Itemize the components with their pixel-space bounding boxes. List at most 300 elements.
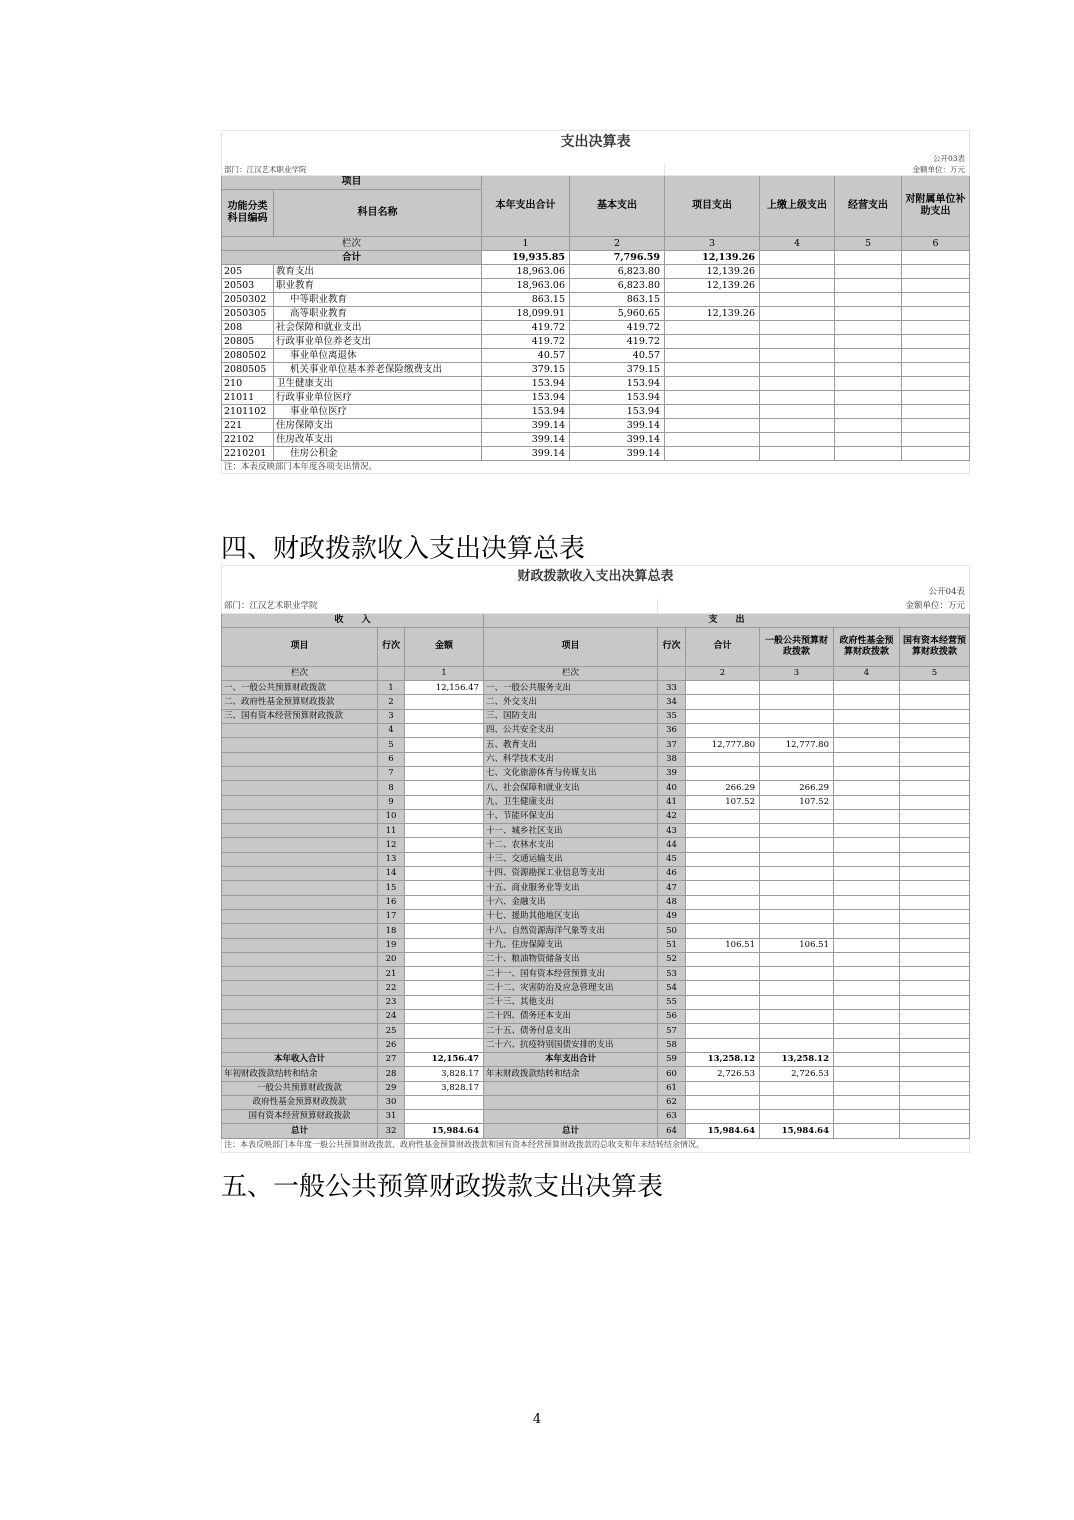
amount-total: 379.15: [482, 363, 570, 377]
expense-item: 总计: [484, 1124, 658, 1138]
expense-empty: [834, 1010, 900, 1024]
expense-empty: [834, 852, 900, 866]
total-value: 7,796.59: [570, 251, 665, 265]
expense-empty: [900, 895, 970, 909]
fiscal-summary-table: [221, 565, 970, 1153]
table-row: [222, 981, 970, 995]
income-amount: 12,156.47: [405, 681, 484, 695]
lanci-num: 5: [900, 666, 970, 680]
income-line: 11: [378, 824, 405, 838]
expense-empty: [834, 695, 900, 709]
subject-name: 事业单位医疗: [274, 405, 482, 419]
lanci-num: 4: [760, 237, 835, 251]
lanci-num: 2: [686, 666, 760, 680]
table-row: [222, 1124, 970, 1138]
income-line: 32: [378, 1124, 405, 1138]
table-row: [222, 1110, 970, 1124]
amount-empty: [902, 321, 970, 335]
header-item: 项目: [222, 627, 378, 666]
expense-general: [760, 824, 834, 838]
income-line: 8: [378, 781, 405, 795]
income-item: 三、国有资本经营预算财政拨款: [222, 709, 378, 723]
subject-name: 卫生健康支出: [274, 377, 482, 391]
expense-general: [760, 1010, 834, 1024]
expense-item: 二十五、债务付息支出: [484, 1024, 658, 1038]
expense-empty: [834, 1124, 900, 1138]
expense-item: 本年支出合计: [484, 1052, 658, 1066]
expense-total: [686, 995, 760, 1009]
expense-empty: [900, 924, 970, 938]
income-amount: [405, 852, 484, 866]
income-line: 18: [378, 924, 405, 938]
amount-project: [665, 433, 760, 447]
income-amount: [405, 1010, 484, 1024]
expense-item: 十一、城乡社区支出: [484, 824, 658, 838]
expense-item: 十八、自然资源海洋气象等支出: [484, 924, 658, 938]
income-line: 31: [378, 1110, 405, 1124]
income-item: [222, 809, 378, 823]
amount-empty: [902, 307, 970, 321]
expense-line: 44: [658, 838, 686, 852]
expense-item: 十、节能环保支出: [484, 809, 658, 823]
expense-total: [686, 981, 760, 995]
income-amount: [405, 781, 484, 795]
table-row: [222, 1067, 970, 1081]
income-amount: [405, 967, 484, 981]
amount-empty: [835, 335, 902, 349]
amount-empty: [902, 419, 970, 433]
header-project: 项目: [222, 176, 482, 190]
fiscal-summary-rows: [222, 1052, 970, 1138]
amount-basic: 399.14: [570, 433, 665, 447]
income-amount: 3,828.17: [405, 1081, 484, 1095]
expense-empty: [900, 952, 970, 966]
amount-empty: [835, 391, 902, 405]
income-item: [222, 738, 378, 752]
subject-code: 2101102: [222, 405, 274, 419]
amount-total: 40.57: [482, 349, 570, 363]
expense-empty: [900, 795, 970, 809]
header-expense: 支 出: [484, 613, 970, 627]
expense-line: 64: [658, 1124, 686, 1138]
amount-project: [665, 293, 760, 307]
expense-item: 三、国防支出: [484, 709, 658, 723]
amount-empty: [760, 321, 835, 335]
expense-line: 51: [658, 938, 686, 952]
expense-empty: [900, 1095, 970, 1109]
income-amount: [405, 752, 484, 766]
income-amount: [405, 709, 484, 723]
income-item: [222, 838, 378, 852]
expense-empty: [834, 952, 900, 966]
subject-name: 行政事业单位医疗: [274, 391, 482, 405]
amount-empty: [760, 349, 835, 363]
income-line: 19: [378, 938, 405, 952]
income-amount: [405, 724, 484, 738]
expense-line: 48: [658, 895, 686, 909]
expense-empty: [834, 681, 900, 695]
amount-project: 12,139.26: [665, 279, 760, 293]
table-row: [222, 1095, 970, 1109]
amount-total: 399.14: [482, 433, 570, 447]
expense-empty: [834, 967, 900, 981]
expense-item: 九、卫生健康支出: [484, 795, 658, 809]
expense-line: 46: [658, 867, 686, 881]
table-row: [222, 349, 970, 363]
income-item: 国有资本经营预算财政拨款: [222, 1110, 378, 1124]
table-row: [222, 938, 970, 952]
expense-item: 二十六、抗疫特别国债安排的支出: [484, 1038, 658, 1052]
table-row: [222, 447, 970, 461]
income-amount: 3,828.17: [405, 1067, 484, 1081]
income-line: 14: [378, 867, 405, 881]
amount-empty: [835, 377, 902, 391]
income-amount: [405, 738, 484, 752]
expense-line: 37: [658, 738, 686, 752]
table-row: [222, 265, 970, 279]
expense-total: [686, 881, 760, 895]
income-amount: [405, 924, 484, 938]
expense-item: 十六、金融支出: [484, 895, 658, 909]
header-name: 科目名称: [274, 190, 482, 237]
table-row: [222, 867, 970, 881]
income-line: 25: [378, 1024, 405, 1038]
amount-project: [665, 447, 760, 461]
income-line: 29: [378, 1081, 405, 1095]
amount-empty: [760, 279, 835, 293]
expense-item: 八、社会保障和就业支出: [484, 781, 658, 795]
subject-code: 20503: [222, 279, 274, 293]
lanci-num: 1: [482, 237, 570, 251]
expense-general: [760, 809, 834, 823]
amount-empty: [902, 293, 970, 307]
expense-general: [760, 681, 834, 695]
expense-total: 15,984.64: [686, 1124, 760, 1138]
income-amount: [405, 952, 484, 966]
subject-name: 中等职业教育: [274, 293, 482, 307]
income-line: 3: [378, 709, 405, 723]
expense-empty: [900, 938, 970, 952]
amount-empty: [902, 433, 970, 447]
income-item: [222, 1010, 378, 1024]
expense-item: 十七、援助其他地区支出: [484, 909, 658, 923]
income-line: 15: [378, 881, 405, 895]
expense-total: [686, 1110, 760, 1124]
income-line: 16: [378, 895, 405, 909]
income-amount: [405, 795, 484, 809]
income-item: [222, 995, 378, 1009]
table-row: [222, 433, 970, 447]
amount-basic: 379.15: [570, 363, 665, 377]
income-item: [222, 852, 378, 866]
expense-total: [686, 695, 760, 709]
income-amount: [405, 1095, 484, 1109]
table-row: [222, 781, 970, 795]
expense-total: 107.52: [686, 795, 760, 809]
income-item: [222, 967, 378, 981]
expense-empty: [834, 766, 900, 780]
expense-general: [760, 981, 834, 995]
income-amount: [405, 1024, 484, 1038]
amount-project: [665, 419, 760, 433]
expense-line: 63: [658, 1110, 686, 1124]
amount-total: 153.94: [482, 405, 570, 419]
expense-general: [760, 867, 834, 881]
expense-line: 60: [658, 1067, 686, 1081]
header-col: 经营支出: [835, 176, 902, 237]
lanci-num: 3: [760, 666, 834, 680]
expense-line: 57: [658, 1024, 686, 1038]
income-line: 17: [378, 909, 405, 923]
expense-empty: [900, 724, 970, 738]
table-row: [222, 279, 970, 293]
header-amount: 金额: [405, 627, 484, 666]
amount-project: 12,139.26: [665, 307, 760, 321]
table-row: [222, 895, 970, 909]
amount-basic: 40.57: [570, 349, 665, 363]
table-code: 公开04表: [222, 586, 970, 599]
expense-empty: [834, 795, 900, 809]
expense-empty: [900, 1038, 970, 1052]
subject-name: 事业单位离退休: [274, 349, 482, 363]
income-amount: [405, 766, 484, 780]
amount-basic: 399.14: [570, 447, 665, 461]
amount-empty: [902, 279, 970, 293]
expense-empty: [900, 981, 970, 995]
amount-basic: 863.15: [570, 293, 665, 307]
income-amount: [405, 695, 484, 709]
unit-label: 金额单位：万元: [658, 599, 970, 613]
lanci-label: 栏次: [222, 237, 482, 251]
income-amount: [405, 909, 484, 923]
table-code: 公开03表: [222, 153, 970, 164]
income-line: 22: [378, 981, 405, 995]
amount-empty: [902, 405, 970, 419]
lanci-label: 栏次: [484, 666, 658, 680]
expense-empty: [900, 824, 970, 838]
expense-empty: [834, 1052, 900, 1066]
income-line: 7: [378, 766, 405, 780]
amount-empty: [902, 363, 970, 377]
income-item: [222, 766, 378, 780]
expense-line: 59: [658, 1052, 686, 1066]
expense-empty: [834, 781, 900, 795]
amount-empty: [760, 335, 835, 349]
expense-total: [686, 852, 760, 866]
income-item: [222, 795, 378, 809]
income-line: 1: [378, 681, 405, 695]
amount-project: [665, 349, 760, 363]
header-line: 行次: [378, 627, 405, 666]
income-item: [222, 981, 378, 995]
income-item: [222, 881, 378, 895]
subject-code: 205: [222, 265, 274, 279]
amount-basic: 419.72: [570, 321, 665, 335]
amount-empty: [760, 265, 835, 279]
income-item: [222, 938, 378, 952]
expense-empty: [900, 752, 970, 766]
table-row: [222, 924, 970, 938]
income-amount: [405, 809, 484, 823]
expense-empty: [900, 1124, 970, 1138]
income-item: [222, 752, 378, 766]
amount-total: 863.15: [482, 293, 570, 307]
table-row: [222, 909, 970, 923]
amount-total: 419.72: [482, 335, 570, 349]
table-row: [222, 1024, 970, 1038]
subject-code: 2080502: [222, 349, 274, 363]
expense-empty: [900, 852, 970, 866]
income-item: 一般公共预算财政拨款: [222, 1081, 378, 1095]
lanci-num: 4: [834, 666, 900, 680]
expense-general: [760, 1038, 834, 1052]
expense-line: 36: [658, 724, 686, 738]
income-amount: [405, 981, 484, 995]
amount-empty: [902, 349, 970, 363]
amount-empty: [902, 391, 970, 405]
subject-name: 教育支出: [274, 265, 482, 279]
expense-general: [760, 766, 834, 780]
expense-general: [760, 1081, 834, 1095]
expense-empty: [834, 838, 900, 852]
expense-item: 二十三、其他支出: [484, 995, 658, 1009]
table-row: [222, 838, 970, 852]
subject-code: 21011: [222, 391, 274, 405]
lanci-num: 6: [902, 237, 970, 251]
income-item: 总计: [222, 1124, 378, 1138]
expense-item: 二十一、国有资本经营预算支出: [484, 967, 658, 981]
subject-code: 208: [222, 321, 274, 335]
subject-code: 2050302: [222, 293, 274, 307]
expense-item: 十三、交通运输支出: [484, 852, 658, 866]
amount-empty: [835, 349, 902, 363]
amount-basic: 153.94: [570, 405, 665, 419]
amount-empty: [835, 405, 902, 419]
expense-total: [686, 824, 760, 838]
income-line: 6: [378, 752, 405, 766]
expense-general: 266.29: [760, 781, 834, 795]
income-line: 20: [378, 952, 405, 966]
income-line: 27: [378, 1052, 405, 1066]
expense-general: [760, 695, 834, 709]
table-row: [222, 724, 970, 738]
table-row: [222, 377, 970, 391]
amount-empty: [835, 279, 902, 293]
expense-item: 十四、资源勘探工业信息等支出: [484, 867, 658, 881]
table-row: [222, 1038, 970, 1052]
lanci-label: 栏次: [222, 666, 378, 680]
expense-total: [686, 766, 760, 780]
amount-basic: 153.94: [570, 377, 665, 391]
expense-empty: [900, 1024, 970, 1038]
income-item: 年初财政拨款结转和结余: [222, 1067, 378, 1081]
table-row: [222, 1010, 970, 1024]
amount-basic: 399.14: [570, 419, 665, 433]
header-code: 功能分类科目编码: [222, 190, 274, 237]
header-fund: 政府性基金预算财政拨款: [834, 627, 900, 666]
amount-empty: [760, 363, 835, 377]
table-row: [222, 695, 970, 709]
expense-total: [686, 909, 760, 923]
expense-line: 39: [658, 766, 686, 780]
department-label: 部门：江汉艺术职业学院: [222, 599, 658, 613]
income-line: 24: [378, 1010, 405, 1024]
amount-empty: [835, 433, 902, 447]
page-number: 4: [532, 1412, 542, 1427]
expense-total: [686, 838, 760, 852]
expense-line: 56: [658, 1010, 686, 1024]
income-amount: [405, 867, 484, 881]
income-amount: [405, 824, 484, 838]
expense-general: [760, 924, 834, 938]
income-line: 30: [378, 1095, 405, 1109]
expense-item: [484, 1081, 658, 1095]
expense-line: 53: [658, 967, 686, 981]
expense-empty: [834, 738, 900, 752]
expense-empty: [900, 838, 970, 852]
expense-empty: [900, 709, 970, 723]
amount-basic: 6,823.80: [570, 279, 665, 293]
expense-general: [760, 752, 834, 766]
expense-total: [686, 895, 760, 909]
expense-empty: [834, 824, 900, 838]
table-row: [222, 321, 970, 335]
subject-code: 221: [222, 419, 274, 433]
income-line: 26: [378, 1038, 405, 1052]
expense-item: 一、一般公共服务支出: [484, 681, 658, 695]
subject-name: 高等职业教育: [274, 307, 482, 321]
expense-line: 35: [658, 709, 686, 723]
expense-empty: [900, 809, 970, 823]
subject-name: 住房公积金: [274, 447, 482, 461]
income-item: [222, 781, 378, 795]
income-line: 28: [378, 1067, 405, 1081]
amount-total: 18,099.91: [482, 307, 570, 321]
expense-total: [686, 809, 760, 823]
header-col: 本年支出合计: [482, 176, 570, 237]
income-line: 13: [378, 852, 405, 866]
expense-empty: [900, 867, 970, 881]
expense-empty: [900, 1081, 970, 1095]
lanci-num: 1: [405, 666, 484, 680]
income-line: 10: [378, 809, 405, 823]
table-row: [222, 824, 970, 838]
table-row: [222, 709, 970, 723]
table-row: [222, 1052, 970, 1066]
income-amount: [405, 895, 484, 909]
expense-total: [686, 967, 760, 981]
expense-empty: [900, 766, 970, 780]
expenditure-rows: [222, 265, 970, 461]
income-amount: [405, 881, 484, 895]
table-row: [222, 1081, 970, 1095]
expense-empty: [834, 909, 900, 923]
table-note: 注：本表反映部门本年度各项支出情况。: [222, 461, 970, 474]
amount-project: 12,139.26: [665, 265, 760, 279]
table-row: [222, 335, 970, 349]
expense-general: [760, 838, 834, 852]
expenditure-table-block: [221, 130, 969, 474]
expense-line: 33: [658, 681, 686, 695]
amount-empty: [835, 321, 902, 335]
amount-empty: [835, 265, 902, 279]
expense-empty: [900, 967, 970, 981]
table-row: [222, 307, 970, 321]
amount-total: 153.94: [482, 377, 570, 391]
table-row: [222, 881, 970, 895]
expense-item: 十九、住房保障支出: [484, 938, 658, 952]
table-row: [222, 766, 970, 780]
